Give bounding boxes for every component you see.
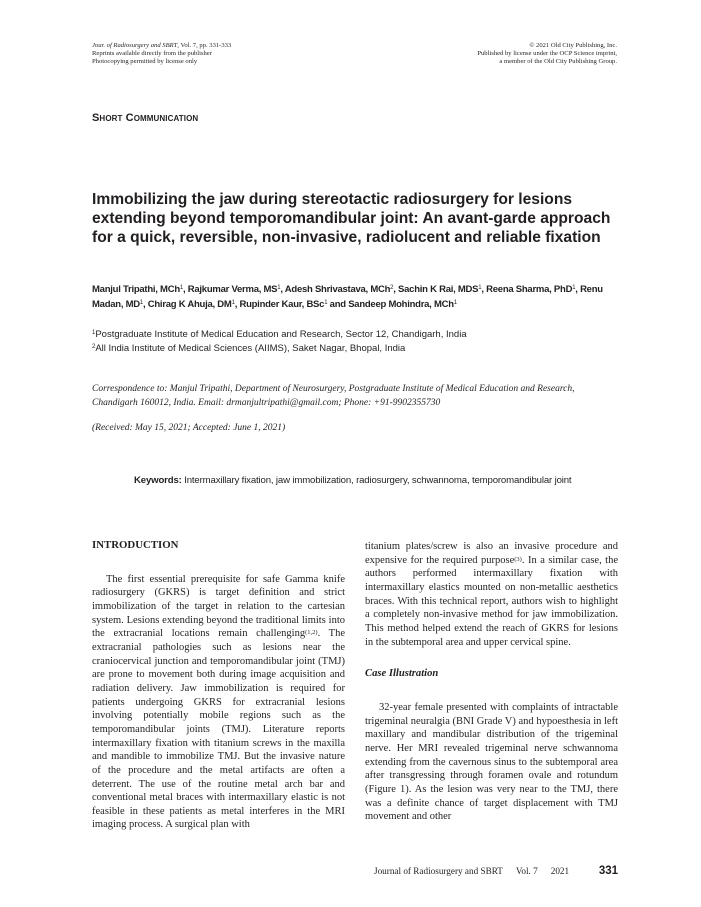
author-affiliation-mark: 1 — [572, 285, 576, 291]
author-separator: , — [234, 299, 240, 310]
copyright-line: © 2021 Old City Publishing, Inc. — [529, 42, 617, 49]
received-accepted-dates: (Received: May 15, 2021; Accepted: June 1, 2021) — [92, 423, 286, 433]
publisher-group-line: a member of the Old City Publishing Group. — [499, 58, 617, 65]
author-separator: , — [182, 284, 188, 295]
footer-year: 2021 — [550, 866, 570, 876]
author-affiliation-mark: 1 — [478, 285, 482, 291]
introduction-heading: INTRODUCTION — [92, 539, 179, 551]
article-type-label: Short Communication — [92, 112, 199, 124]
author-name: Chirag K Ahuja, DM — [147, 299, 232, 310]
case-illustration-heading: Case Illustration — [365, 668, 439, 680]
keywords-label: Keywords: — [134, 475, 182, 486]
correspondence: Correspondence to: Manjul Tripathi, Department of Neurosurgery, Postgraduate Institute of Medical Education and Research, Chandigarh 160012, India. Email: drmanjultripathi@gmail.com; Phone: +91-9902355730 — [92, 384, 575, 408]
article-title: Immobilizing the jaw during stereotactic radiosurgery for lesions extending beyond temporomandibular joint: An avant-garde approach for a quick, reversible, non-invasive, radiolucent and reliable fixation — [92, 191, 611, 246]
affiliation-1: $^1$Postgraduate Institute of Medical Education and Research, Sector 12, Chandigarh, India — [92, 329, 467, 340]
keywords-text: Intermaxillary fixation, jaw immobilization, radiosurgery, schwannoma, temporomandibular joint — [181, 475, 572, 486]
reprints-note: Reprints available directly from the publisher — [92, 50, 212, 57]
page-footer — [374, 865, 618, 877]
author-affiliation-mark: 1 — [453, 300, 457, 306]
author-separator: , — [142, 299, 148, 310]
author-affiliation-mark: 1 — [277, 285, 281, 291]
author-separator: , — [481, 284, 487, 295]
author-affiliation-mark: 1 — [231, 300, 235, 306]
author-separator: , — [575, 284, 581, 295]
author-affiliation-mark: 1 — [179, 285, 183, 291]
footer-volume: Vol. 7 — [515, 866, 538, 876]
running-header-left — [92, 42, 352, 66]
introduction-paragraph-cont: titanium plates/screw is also an invasive procedure and expensive for the required purpose$^{(3)}$. In a similar case, the authors performed intermaxillary fixation with intermaxillary elastics mounted on non-metallic aesthetics braces. With this technical report, authors wish to highlight a completely non-invasive method for jaw immobilization. This method helped extend the reach of GKRS for lesions in the subtemporal area and upper cervical spine. — [365, 541, 619, 648]
affiliations — [92, 328, 612, 355]
author-separator: , — [280, 284, 285, 295]
author-name: Sandeep Mohindra, MCh — [348, 299, 454, 310]
author-separator: , — [393, 284, 399, 295]
footer-journal: Journal of Radiosurgery and SBRT — [374, 866, 503, 876]
author-list — [92, 282, 622, 312]
introduction-paragraph: The first essential prerequisite for safe Gamma knife radiosurgery (GKRS) is target definition and strict immobilization of the target in relation to the cartesian system. Lesions extending beyond the traditional limits into the extracranial locations remain challenging$^{(1,2)}$. The extracranial pathologies such as lesions near the craniocervical junction and temporomandibular joint (TMJ) are prone to movement both during image acquisition and radiation delivery. Jaw immobilization is required for patients undergoing GKRS for extracranial lesions involving potentially mobile regions such as the temporomandibular joints (TMJ). Literature reports intermaxillary fixation with titanium screws in the maxilla and mandible to immobilize TMJ. But the invasive nature of the procedure and the metal artifacts are often a deterrent. The use of the routine metal arch bar and conventional metal braces with intermaxillary elastic is not feasible in these patients as metal interferes in the MRI imaging process. A surgical plan with — [92, 573, 345, 831]
column-left — [92, 539, 345, 832]
photocopy-note: Photocopying permitted by license only — [92, 58, 198, 65]
license-line: Published by license under the OCP Science imprint, — [477, 50, 617, 57]
author-name: Adesh Shrivastava, MCh — [284, 284, 391, 295]
column-right — [365, 540, 618, 824]
author-affiliation-mark: 2 — [390, 285, 394, 291]
author-name: Sachin K Rai, MDS — [398, 284, 479, 295]
author-affiliation-mark: 1 — [324, 300, 328, 306]
author-affiliation-mark: 1 — [139, 300, 143, 306]
running-header-right — [357, 42, 617, 66]
journal-citation: Jour. of Radiosurgery and SBRT, Vol. 7, pp. 331-333 — [92, 42, 232, 49]
citation-ref: (1,2) — [305, 629, 318, 637]
author-separator: and — [327, 299, 349, 310]
page-number: 331 — [598, 865, 618, 877]
author-name: Rupinder Kaur, BSc — [239, 299, 325, 310]
keywords — [134, 474, 586, 487]
author-name: Reena Sharma, PhD — [486, 284, 573, 295]
affiliation-2: $^2$All India Institute of Medical Sciences (AIIMS), Saket Nagar, Bhopal, India — [92, 342, 406, 354]
author-name: Manjul Tripathi, MCh — [92, 284, 180, 295]
author-name: Renu Madan, MD — [92, 284, 603, 310]
column-flow-text: titanium plates/screw is also an invasive procedure and expensive for the required purpose — [365, 541, 618, 566]
case-paragraph: 32-year female presented with complaints of intractable trigeminal neuralgia (BNI Grade V) and hypoesthesia in left maxillary and mandibular distribution of the trigeminal nerve. Her MRI revealed trigeminal nerve schwannoma extending from the cavernous sinus to the subtemporal area after transgressing through foramen ovale and rotundum (Figure 1). As the lesion was very near to the TMJ, there was a definite chance of target displacement with TMJ movement and other — [365, 701, 618, 823]
author-name: Rajkumar Verma, MS — [187, 284, 278, 295]
citation-ref: (3) — [514, 555, 522, 563]
